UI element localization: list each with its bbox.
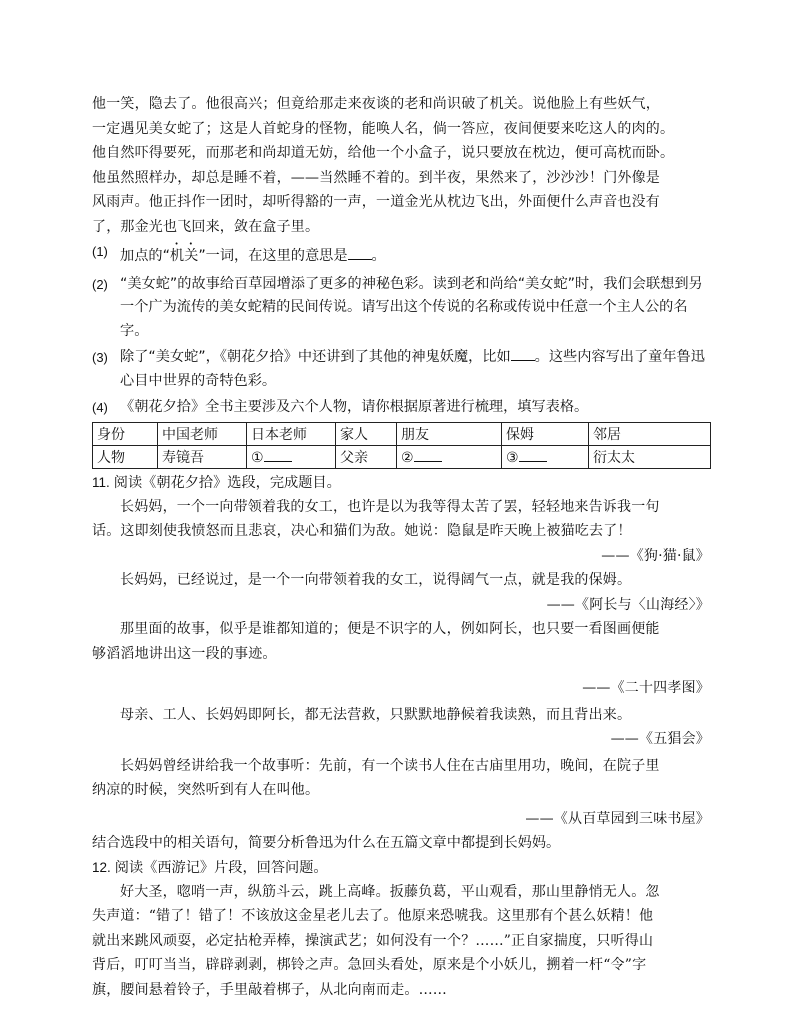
excerpt-line: 够滔滔地讲出这一段的事迹。 (92, 645, 277, 662)
excerpt-line: 母亲、工人、长妈妈即阿长，都无法营救，只默默地静候着我读熟，而且背出来。 (120, 706, 632, 723)
table-cell: 身份 (93, 422, 158, 445)
excerpt-block (92, 495, 710, 832)
excerpt-line: 长妈妈，一个一向带领着我的女工，也许是以为我等得太苦了罢，轻轻地来告诉我一句 (120, 498, 660, 515)
excerpt-line: 失声道：“错了！错了！不该放这金星老儿去了。他原来恐唬我。这里那有个甚么妖精！他 (92, 908, 654, 924)
excerpt-line: 旗，腰间悬着铃子，手里敲着梆子，从北向南而走。…… (92, 981, 447, 998)
table-cell: 邻居 (589, 422, 711, 445)
passage-line: 他虽然照样办，却总是睡不着，——当然睡不着的。到半夜，果然来了，沙沙沙！门外像是 (92, 169, 660, 186)
answer-blank[interactable] (414, 447, 442, 462)
question-11-heading (92, 471, 710, 495)
question-3: (3) 除了“美女蛇”，《朝花夕拾》中还讲到了其他的神鬼妖魔，比如 。这些内容写出了童年鲁迅心目中世界的奇特色彩。 (92, 346, 710, 393)
excerpt-source: ——《五猖会》 (610, 731, 710, 747)
document-page (92, 92, 710, 1002)
question-number: (4) (92, 400, 108, 415)
table-header-row (93, 422, 711, 445)
question-number: (2) (92, 276, 108, 292)
table-cell: 朋友 (397, 422, 502, 445)
table-cell: ① (247, 445, 336, 468)
excerpt-line: 纳凉的时候，突然听到有人在叫他。 (92, 782, 320, 798)
question-number: 11. (92, 474, 110, 490)
question-1: (1) 加点的“机关”一词，在这里的意思是 。 (92, 240, 710, 269)
answer-blank[interactable] (519, 447, 547, 462)
answer-blank[interactable] (264, 447, 292, 462)
excerpt-line: 那里面的故事，似乎是谁都知道的；便是不识字的人，例如阿长，也只要一看图画便能 (120, 621, 660, 637)
passage-line: 他自然吓得要死，而那老和尚却道无妨，给他一个小盒子，说只要放在枕边，便可高枕而卧。 (92, 145, 675, 161)
excerpt-source: ——《狗·猫·鼠》 (601, 547, 710, 564)
question-number: (3) (92, 350, 108, 365)
table-cell: 中国老师 (158, 422, 247, 445)
question-11-prompt: 结合选段中的相关语句，简要分析鲁迅为什么在五篇文章中都提到长妈妈。 (92, 835, 561, 851)
excerpt-source: ——《阿长与〈山海经〉》 (546, 596, 710, 613)
passage-line: 了，那金光也飞回来，敛在盒子里。 (92, 218, 320, 235)
excerpt-line: 背后，叮叮当当，辟辟剥剥，梆铃之声。急回头看处，原来是个小妖儿，搠着一杆“令”字 (92, 957, 647, 973)
journey-west-excerpt (92, 880, 710, 1003)
dotted-word: 机关 (169, 248, 199, 264)
excerpt-line: 话。这即刻使我愤怒而且悲哀，决心和猫们为敌。她说：隐鼠是昨天晚上被猫吃去了！ (92, 523, 632, 539)
question-4: (4) 《朝花夕拾》全书主要涉及六个人物，请你根据原著进行梳理，填写表格。 (92, 396, 710, 420)
passage-excerpt (92, 92, 710, 239)
character-table (92, 422, 711, 469)
table-cell: 父亲 (336, 445, 397, 468)
table-cell: ② (397, 445, 502, 468)
passage-line: 风雨声。他正抖作一团时，却听得豁的一声，一道金光从枕边飞出，外面便什么声音也没有 (92, 194, 660, 210)
table-cell: ③ (502, 445, 589, 468)
table-cell: 家人 (336, 422, 397, 445)
question-number: (1) (92, 244, 108, 259)
passage-line: 他一笑，隐去了。他很高兴；但竟给那走来夜谈的老和尚识破了机关。说他脸上有些妖气， (92, 96, 660, 112)
excerpt-source: ——《从百草园到三味书屋》 (525, 810, 710, 827)
question-title: 阅读《朝花夕拾》选段，完成题目。 (113, 474, 341, 491)
table-cell: 人物 (93, 445, 158, 468)
question-title: 阅读《西游记》片段，回答问题。 (114, 859, 328, 876)
passage-line: 一定遇见美女蛇了；这是人首蛇身的怪物，能唤人名，倘一答应，夜间便要来吃这人的肉的。 (92, 120, 675, 137)
answer-blank[interactable] (511, 346, 535, 361)
question-2: (2) “美女蛇”的故事给百草园增添了更多的神秘色彩。读到老和尚给“美女蛇”时，我们会联想到另一个广为流传的美女蛇精的民间传说。请写出这个传说的名称或传说中任意一个主人公的名字。 (92, 273, 710, 344)
question-number: 12. (92, 859, 111, 875)
excerpt-line: 就出来跳风顽耍，必定拈枪弄棒，操演武艺；如何没有一个？……”正自家揣度，只听得山 (92, 932, 654, 949)
table-cell: 保姆 (502, 422, 589, 445)
table-cell: 衍太太 (589, 445, 711, 468)
excerpt-line: 长妈妈，已经说过，是一个一向带领着我的女工，说得阔气一点，就是我的保姆。 (120, 572, 632, 588)
table-cell: 日本老师 (247, 422, 336, 445)
excerpt-source: ——《二十四孝图》 (582, 680, 710, 696)
answer-blank[interactable] (348, 245, 372, 260)
table-cell: 寿镜吾 (158, 445, 247, 468)
table-row (93, 445, 711, 468)
excerpt-line: 好大圣，唿哨一声，纵筋斗云，跳上高峰。扳藤负葛，平山观看，那山里静悄无人。忽 (120, 883, 660, 900)
question-12-heading (92, 856, 710, 880)
excerpt-line: 长妈妈曾经讲给我一个故事听：先前，有一个读书人住在古庙里用功，晚间，在院子里 (120, 757, 660, 774)
